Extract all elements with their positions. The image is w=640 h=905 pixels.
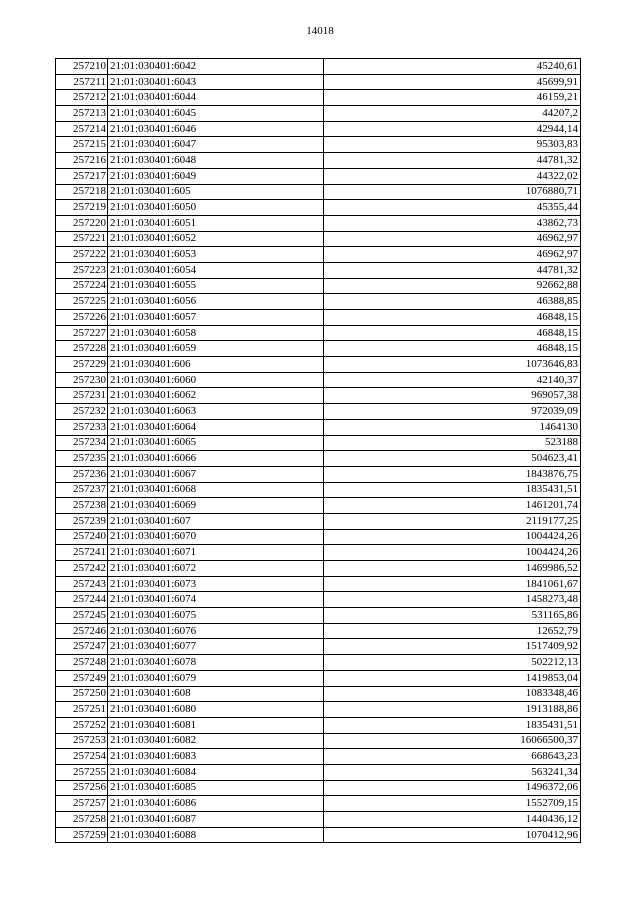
cadastral-value-cell: 46848,15 xyxy=(324,341,581,357)
cadastral-value-cell: 1461201,74 xyxy=(324,498,581,514)
row-number-cell: 257227 xyxy=(56,325,108,341)
row-number-cell: 257220 xyxy=(56,215,108,231)
cadastral-value-cell: 502212,13 xyxy=(324,655,581,671)
row-number-cell: 257240 xyxy=(56,529,108,545)
row-number-cell: 257237 xyxy=(56,482,108,498)
table-row xyxy=(56,639,581,655)
cadastral-value-cell: 1835431,51 xyxy=(324,482,581,498)
row-number-cell: 257229 xyxy=(56,357,108,373)
cadastral-number-cell: 21:01:030401:6065 xyxy=(108,435,324,451)
row-number-cell: 257212 xyxy=(56,90,108,106)
cadastral-value-cell: 1004424,26 xyxy=(324,545,581,561)
cadastral-number-cell: 21:01:030401:6044 xyxy=(108,90,324,106)
row-number-cell: 257233 xyxy=(56,419,108,435)
table-row xyxy=(56,702,581,718)
cadastral-value-cell: 523188 xyxy=(324,435,581,451)
cadastral-value-cell: 46962,97 xyxy=(324,247,581,263)
cadastral-value-cell: 44781,32 xyxy=(324,262,581,278)
table-row xyxy=(56,796,581,812)
table-row xyxy=(56,90,581,106)
cadastral-value-cell: 1004424,26 xyxy=(324,529,581,545)
table-row xyxy=(56,372,581,388)
table-row xyxy=(56,812,581,828)
table-body xyxy=(56,59,581,843)
cadastral-value-cell: 1469986,52 xyxy=(324,561,581,577)
table-row xyxy=(56,357,581,373)
table-row xyxy=(56,435,581,451)
cadastral-number-cell: 21:01:030401:6052 xyxy=(108,231,324,247)
cadastral-value-cell: 45355,44 xyxy=(324,200,581,216)
table-row xyxy=(56,764,581,780)
table-row xyxy=(56,529,581,545)
cadastral-number-cell: 21:01:030401:6076 xyxy=(108,623,324,639)
table-row xyxy=(56,482,581,498)
table-row xyxy=(56,168,581,184)
table-row xyxy=(56,74,581,90)
row-number-cell: 257215 xyxy=(56,137,108,153)
cadastral-value-cell: 46962,97 xyxy=(324,231,581,247)
row-number-cell: 257244 xyxy=(56,592,108,608)
row-number-cell: 257213 xyxy=(56,106,108,122)
cadastral-number-cell: 21:01:030401:6075 xyxy=(108,608,324,624)
cadastral-value-cell: 92662,88 xyxy=(324,278,581,294)
cadastral-value-cell: 668643,23 xyxy=(324,749,581,765)
cadastral-number-cell: 21:01:030401:6071 xyxy=(108,545,324,561)
cadastral-number-cell: 21:01:030401:6045 xyxy=(108,106,324,122)
cadastral-number-cell: 21:01:030401:6085 xyxy=(108,780,324,796)
table-row xyxy=(56,404,581,420)
cadastral-number-cell: 21:01:030401:6060 xyxy=(108,372,324,388)
cadastral-value-cell: 1464130 xyxy=(324,419,581,435)
table-row xyxy=(56,451,581,467)
row-number-cell: 257228 xyxy=(56,341,108,357)
table-row xyxy=(56,561,581,577)
row-number-cell: 257254 xyxy=(56,749,108,765)
cadastral-number-cell: 21:01:030401:6082 xyxy=(108,733,324,749)
cadastral-number-cell: 21:01:030401:6062 xyxy=(108,388,324,404)
row-number-cell: 257242 xyxy=(56,561,108,577)
row-number-cell: 257226 xyxy=(56,310,108,326)
cadastral-value-cell: 1458273,48 xyxy=(324,592,581,608)
cadastral-number-cell: 21:01:030401:605 xyxy=(108,184,324,200)
cadastral-number-cell: 21:01:030401:6043 xyxy=(108,74,324,90)
table-row xyxy=(56,325,581,341)
cadastral-number-cell: 21:01:030401:6055 xyxy=(108,278,324,294)
row-number-cell: 257255 xyxy=(56,764,108,780)
cadastral-number-cell: 21:01:030401:608 xyxy=(108,686,324,702)
cadastral-value-cell: 44322,02 xyxy=(324,168,581,184)
row-number-cell: 257223 xyxy=(56,262,108,278)
cadastral-number-cell: 21:01:030401:606 xyxy=(108,357,324,373)
cadastral-value-cell: 46388,85 xyxy=(324,294,581,310)
table-row xyxy=(56,749,581,765)
cadastral-number-cell: 21:01:030401:6080 xyxy=(108,702,324,718)
cadastral-number-cell: 21:01:030401:6083 xyxy=(108,749,324,765)
cadastral-value-cell: 16066500,37 xyxy=(324,733,581,749)
table-row xyxy=(56,200,581,216)
cadastral-value-cell: 44781,32 xyxy=(324,153,581,169)
row-number-cell: 257259 xyxy=(56,827,108,843)
cadastral-number-cell: 21:01:030401:6063 xyxy=(108,404,324,420)
row-number-cell: 257236 xyxy=(56,466,108,482)
cadastral-value-cell: 45699,91 xyxy=(324,74,581,90)
cadastral-number-cell: 21:01:030401:6049 xyxy=(108,168,324,184)
table-row xyxy=(56,215,581,231)
cadastral-number-cell: 21:01:030401:6064 xyxy=(108,419,324,435)
row-number-cell: 257251 xyxy=(56,702,108,718)
cadastral-number-cell: 21:01:030401:607 xyxy=(108,513,324,529)
row-number-cell: 257239 xyxy=(56,513,108,529)
row-number-cell: 257221 xyxy=(56,231,108,247)
table-row xyxy=(56,545,581,561)
cadastral-number-cell: 21:01:030401:6066 xyxy=(108,451,324,467)
row-number-cell: 257248 xyxy=(56,655,108,671)
table-row xyxy=(56,153,581,169)
cadastral-value-cell: 95303,83 xyxy=(324,137,581,153)
row-number-cell: 257250 xyxy=(56,686,108,702)
table-row xyxy=(56,733,581,749)
table-row xyxy=(56,184,581,200)
table-row xyxy=(56,670,581,686)
row-number-cell: 257238 xyxy=(56,498,108,514)
table-row xyxy=(56,231,581,247)
cadastral-number-cell: 21:01:030401:6056 xyxy=(108,294,324,310)
cadastral-value-cell: 1440436,12 xyxy=(324,812,581,828)
row-number-cell: 257235 xyxy=(56,451,108,467)
cadastral-number-cell: 21:01:030401:6050 xyxy=(108,200,324,216)
table-row xyxy=(56,827,581,843)
table-row xyxy=(56,513,581,529)
row-number-cell: 257217 xyxy=(56,168,108,184)
cadastral-number-cell: 21:01:030401:6072 xyxy=(108,561,324,577)
row-number-cell: 257258 xyxy=(56,812,108,828)
table-row xyxy=(56,262,581,278)
cadastral-number-cell: 21:01:030401:6054 xyxy=(108,262,324,278)
table-row xyxy=(56,106,581,122)
cadastral-number-cell: 21:01:030401:6078 xyxy=(108,655,324,671)
table-row xyxy=(56,294,581,310)
cadastral-number-cell: 21:01:030401:6051 xyxy=(108,215,324,231)
row-number-cell: 257211 xyxy=(56,74,108,90)
row-number-cell: 257224 xyxy=(56,278,108,294)
row-number-cell: 257247 xyxy=(56,639,108,655)
cadastral-number-cell: 21:01:030401:6081 xyxy=(108,717,324,733)
table-row xyxy=(56,466,581,482)
cadastral-number-cell: 21:01:030401:6048 xyxy=(108,153,324,169)
cadastral-number-cell: 21:01:030401:6079 xyxy=(108,670,324,686)
row-number-cell: 257232 xyxy=(56,404,108,420)
cadastral-value-cell: 46848,15 xyxy=(324,325,581,341)
cadastral-value-cell: 531165,86 xyxy=(324,608,581,624)
cadastral-number-cell: 21:01:030401:6057 xyxy=(108,310,324,326)
cadastral-number-cell: 21:01:030401:6042 xyxy=(108,59,324,75)
table-row xyxy=(56,717,581,733)
table-row xyxy=(56,576,581,592)
table-row xyxy=(56,655,581,671)
cadastral-value-cell: 1841061,67 xyxy=(324,576,581,592)
cadastral-number-cell: 21:01:030401:6074 xyxy=(108,592,324,608)
cadastral-number-cell: 21:01:030401:6046 xyxy=(108,121,324,137)
cadastral-value-table xyxy=(55,58,581,843)
row-number-cell: 257249 xyxy=(56,670,108,686)
cadastral-number-cell: 21:01:030401:6047 xyxy=(108,137,324,153)
cadastral-value-cell: 44207,2 xyxy=(324,106,581,122)
table-row xyxy=(56,780,581,796)
cadastral-value-cell: 504623,41 xyxy=(324,451,581,467)
row-number-cell: 257225 xyxy=(56,294,108,310)
cadastral-value-cell: 45240,61 xyxy=(324,59,581,75)
row-number-cell: 257234 xyxy=(56,435,108,451)
table-row xyxy=(56,310,581,326)
table-row xyxy=(56,137,581,153)
cadastral-value-cell: 563241,34 xyxy=(324,764,581,780)
cadastral-value-cell: 1843876,75 xyxy=(324,466,581,482)
row-number-cell: 257218 xyxy=(56,184,108,200)
cadastral-value-cell: 969057,38 xyxy=(324,388,581,404)
cadastral-value-cell: 1070412,96 xyxy=(324,827,581,843)
row-number-cell: 257243 xyxy=(56,576,108,592)
table-row xyxy=(56,623,581,639)
table-row xyxy=(56,419,581,435)
cadastral-number-cell: 21:01:030401:6059 xyxy=(108,341,324,357)
cadastral-value-cell: 46848,15 xyxy=(324,310,581,326)
cadastral-value-cell: 46159,21 xyxy=(324,90,581,106)
cadastral-value-cell: 12652,79 xyxy=(324,623,581,639)
row-number-cell: 257210 xyxy=(56,59,108,75)
cadastral-number-cell: 21:01:030401:6084 xyxy=(108,764,324,780)
row-number-cell: 257231 xyxy=(56,388,108,404)
table-row xyxy=(56,686,581,702)
cadastral-value-cell: 972039,09 xyxy=(324,404,581,420)
cadastral-value-cell: 42140,37 xyxy=(324,372,581,388)
cadastral-number-cell: 21:01:030401:6088 xyxy=(108,827,324,843)
cadastral-number-cell: 21:01:030401:6053 xyxy=(108,247,324,263)
cadastral-number-cell: 21:01:030401:6070 xyxy=(108,529,324,545)
row-number-cell: 257230 xyxy=(56,372,108,388)
table-row xyxy=(56,247,581,263)
cadastral-value-cell: 43862,73 xyxy=(324,215,581,231)
table-row xyxy=(56,59,581,75)
cadastral-number-cell: 21:01:030401:6058 xyxy=(108,325,324,341)
row-number-cell: 257222 xyxy=(56,247,108,263)
cadastral-number-cell: 21:01:030401:6086 xyxy=(108,796,324,812)
cadastral-value-cell: 1835431,51 xyxy=(324,717,581,733)
cadastral-value-cell: 42944,14 xyxy=(324,121,581,137)
page-number: 14018 xyxy=(306,25,334,37)
cadastral-value-cell: 2119177,25 xyxy=(324,513,581,529)
cadastral-number-cell: 21:01:030401:6068 xyxy=(108,482,324,498)
table-row xyxy=(56,278,581,294)
row-number-cell: 257257 xyxy=(56,796,108,812)
row-number-cell: 257253 xyxy=(56,733,108,749)
cadastral-number-cell: 21:01:030401:6067 xyxy=(108,466,324,482)
cadastral-value-cell: 1073646,83 xyxy=(324,357,581,373)
table-row xyxy=(56,388,581,404)
table-row xyxy=(56,341,581,357)
table-row xyxy=(56,498,581,514)
cadastral-value-cell: 1517409,92 xyxy=(324,639,581,655)
row-number-cell: 257245 xyxy=(56,608,108,624)
row-number-cell: 257219 xyxy=(56,200,108,216)
cadastral-value-cell: 1419853,04 xyxy=(324,670,581,686)
table-row xyxy=(56,592,581,608)
cadastral-value-cell: 1076880,71 xyxy=(324,184,581,200)
row-number-cell: 257246 xyxy=(56,623,108,639)
cadastral-value-cell: 1552709,15 xyxy=(324,796,581,812)
cadastral-value-cell: 1496372,06 xyxy=(324,780,581,796)
row-number-cell: 257241 xyxy=(56,545,108,561)
cadastral-number-cell: 21:01:030401:6073 xyxy=(108,576,324,592)
cadastral-value-cell: 1913188,86 xyxy=(324,702,581,718)
row-number-cell: 257214 xyxy=(56,121,108,137)
cadastral-number-cell: 21:01:030401:6087 xyxy=(108,812,324,828)
row-number-cell: 257252 xyxy=(56,717,108,733)
row-number-cell: 257256 xyxy=(56,780,108,796)
table-row xyxy=(56,121,581,137)
table-row xyxy=(56,608,581,624)
row-number-cell: 257216 xyxy=(56,153,108,169)
cadastral-value-cell: 1083348,46 xyxy=(324,686,581,702)
cadastral-number-cell: 21:01:030401:6077 xyxy=(108,639,324,655)
cadastral-number-cell: 21:01:030401:6069 xyxy=(108,498,324,514)
